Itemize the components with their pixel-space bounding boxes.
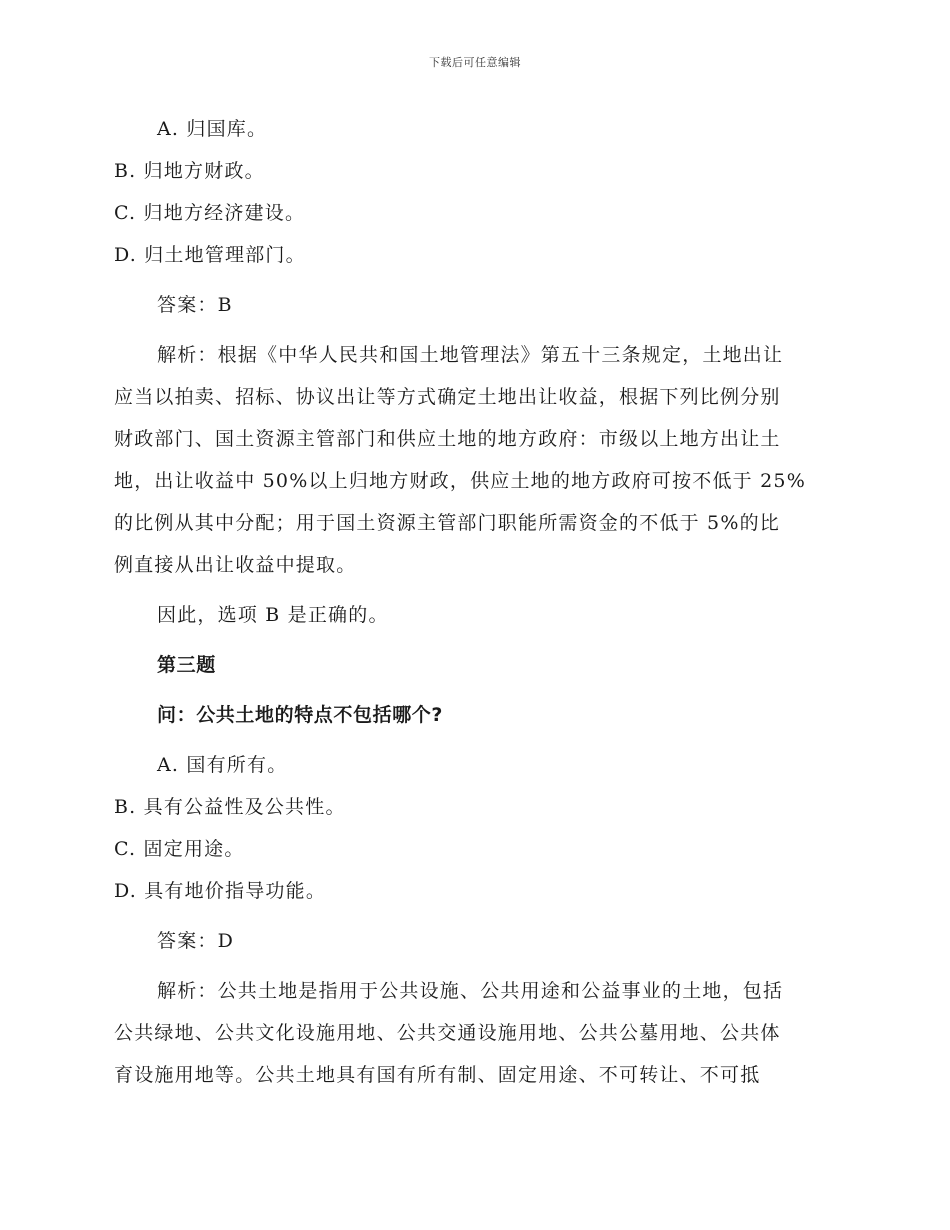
q2-analysis-line: 地，出让收益中 50%以上归地方财政，供应土地的地方政府可按不低于 25% [114, 470, 806, 492]
q2-analysis-line: 解析：根据《中华人民共和国土地管理法》第五十三条规定，土地出让 [157, 344, 784, 366]
q3-option-d: D. 具有地价指导功能。 [114, 880, 327, 902]
q3-analysis [114, 970, 830, 1096]
page-header: 下载后可任意编辑 [429, 56, 521, 69]
q3-option-b: B. 具有公益性及公共性。 [114, 796, 346, 818]
q2-analysis-line: 应当以拍卖、招标、协议出让等方式确定土地出让收益，根据下列比例分别 [114, 386, 781, 408]
q3-option-a: A. 国有所有。 [157, 754, 288, 776]
q3-answer: 答案：D [157, 930, 235, 952]
q2-option-d: D. 归土地管理部门。 [114, 244, 306, 266]
q3-analysis-line: 育设施用地等。公共土地具有国有所有制、固定用途、不可转让、不可抵 [114, 1064, 761, 1086]
q3-analysis-line: 解析：公共土地是指用于公共设施、公共用途和公益事业的土地，包括 [157, 980, 784, 1002]
q2-analysis-line: 的比例从其中分配；用于国土资源主管部门职能所需资金的不低于 5%的比 [114, 512, 780, 534]
q2-analysis-line: 财政部门、国土资源主管部门和供应土地的地方政府：市级以上地方出让土 [114, 428, 781, 450]
q2-option-b: B. 归地方财政。 [114, 160, 265, 182]
q2-option-a: A. 归国库。 [157, 118, 268, 140]
q3-question: 问：公共土地的特点不包括哪个? [157, 704, 444, 726]
q3-analysis-line: 公共绿地、公共文化设施用地、公共交通设施用地、公共公墓用地、公共体 [114, 1022, 781, 1044]
q2-option-c: C. 归地方经济建设。 [114, 202, 306, 224]
q2-analysis [114, 334, 830, 586]
q3-title: 第三题 [157, 654, 216, 676]
q2-conclusion: 因此，选项 B 是正确的。 [157, 604, 389, 626]
document-body [114, 108, 830, 1096]
q2-answer: 答案：B [157, 294, 233, 316]
q3-option-c: C. 固定用途。 [114, 838, 245, 860]
q2-analysis-line: 例直接从出让收益中提取。 [114, 554, 357, 576]
